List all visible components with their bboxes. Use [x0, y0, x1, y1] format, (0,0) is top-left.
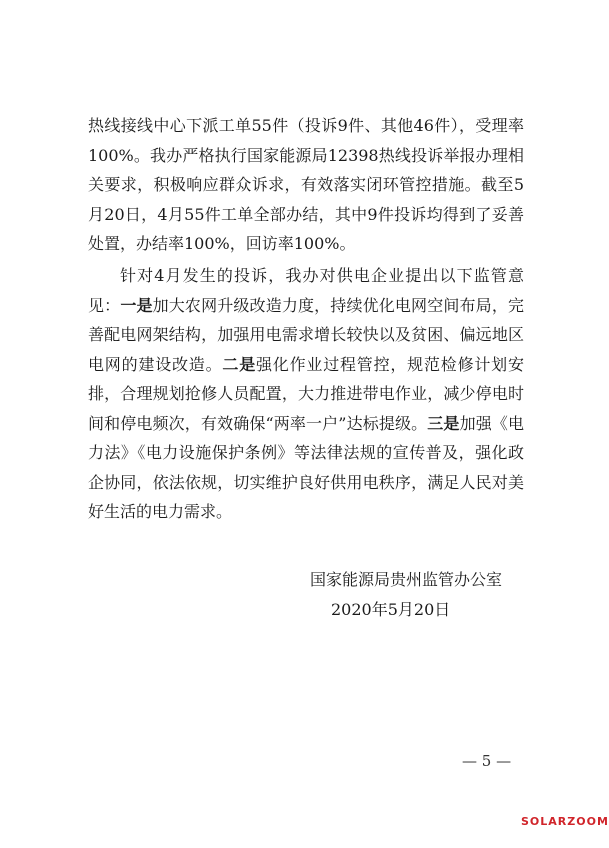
watermark-logo: SOLARZOOM: [521, 815, 609, 828]
opinions-intro: 针对4月发生的投诉，我办对供电企业提出以下监管意见：: [88, 266, 524, 315]
opinion-label-3: 三是: [427, 413, 460, 433]
opinion-text-1: 加大农网升级改造力度，持续优化电网空间布局，完善配电网架结构，加强用电需求增长较快以及贫困、偏远地区电网的建设改造。: [88, 295, 524, 374]
paragraph-hotline-stats: 热线接线中心下派工单55件（投诉9件、其他46件），受理率100%。我办严格执行国家能源局12398热线投诉举报办理相关要求，积极响应群众诉求，有效落实闭环管控措施。截至5月20日，4月55件工单全部办结，其中9件投诉均得到了妥善处置，办结率100%，回访率100%。: [88, 116, 524, 253]
signature-date: 2020年5月20日: [331, 600, 451, 619]
paragraph-supervision-opinions: [88, 261, 524, 527]
signature-organization: 国家能源局贵州监管办公室: [310, 570, 503, 589]
opinion-label-1: 一是: [120, 295, 153, 315]
opinion-text-3: 加强《电力法》《电力设施保护条例》等法律法规的宣传普及，强化政企协同，依法依规，切实维护良好供用电秩序，满足人民对美好生活的电力需求。: [88, 413, 524, 521]
opinion-label-2: 二是: [222, 354, 256, 374]
page-number: — 5 —: [462, 752, 512, 770]
opinion-text-2: 强化作业过程管控，规范检修计划安排，合理规划抢修人员配置，大力推进带电作业，减少停电时间和停电频次，有效确保“两率一户”达标提级。: [88, 354, 524, 433]
